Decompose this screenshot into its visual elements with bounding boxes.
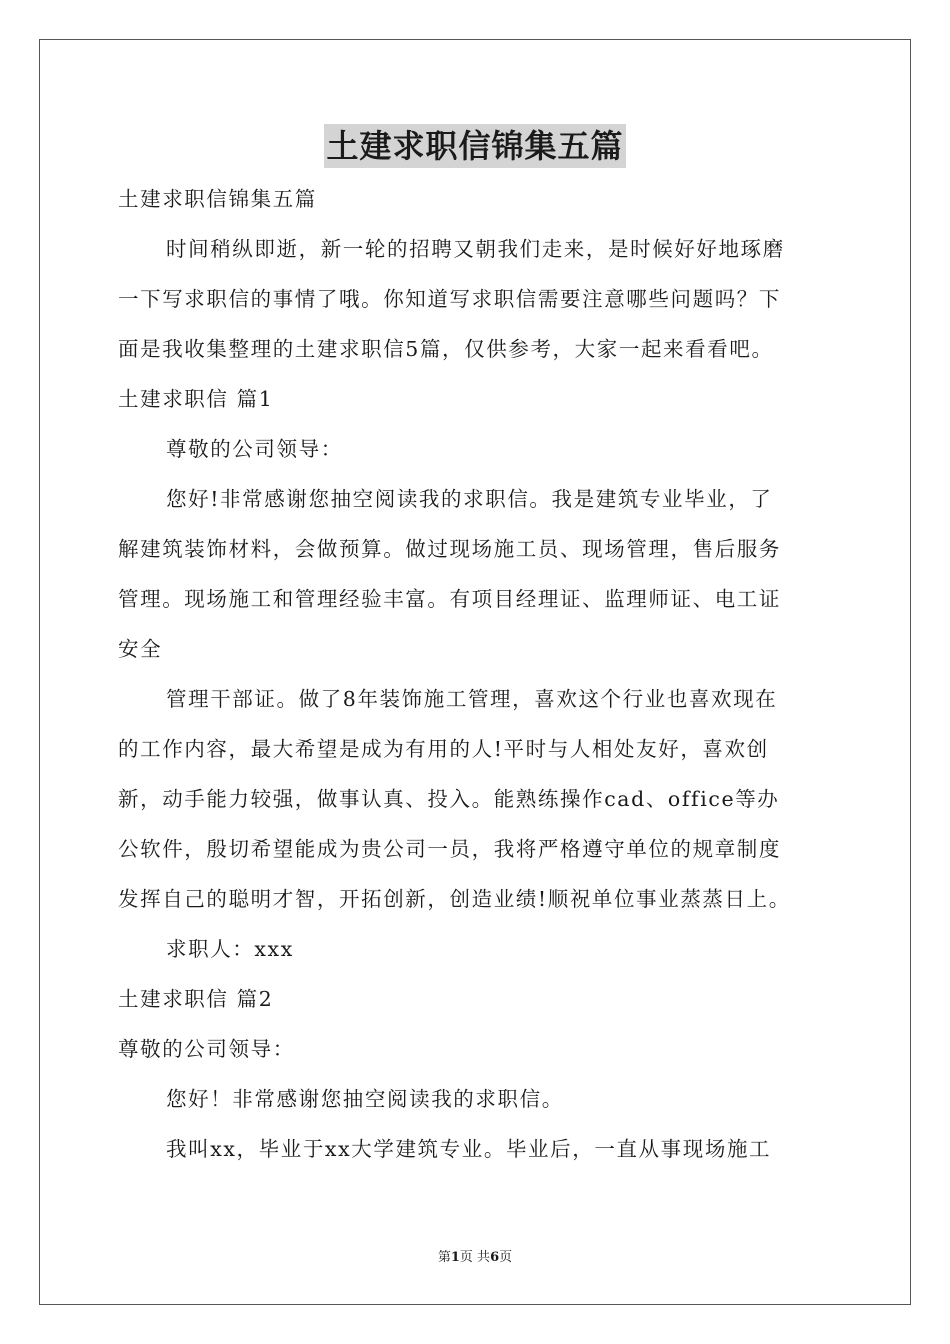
document-title: 土建求职信锦集五篇 bbox=[324, 124, 625, 168]
text-line: 我叫xx，毕业于xx大学建筑专业。毕业后，一直从事现场施工 bbox=[166, 1137, 772, 1161]
text-line: 土建求职信 篇2 bbox=[118, 987, 274, 1011]
footer-suffix: 页 bbox=[499, 1250, 513, 1265]
text-line: 您好！非常感谢您抽空阅读我的求职信。 bbox=[166, 1087, 564, 1111]
text-line: 发挥自己的聪明才智，开拓创新，创造业绩!顺祝单位事业蒸蒸日上。 bbox=[118, 887, 791, 911]
text-line: 管理。现场施工和管理经验丰富。有项目经理证、监理师证、电工证 bbox=[118, 587, 781, 611]
page-footer bbox=[0, 1246, 950, 1265]
footer-middle: 页 共 bbox=[459, 1250, 491, 1265]
text-line: 您好!非常感谢您抽空阅读我的求职信。我是建筑专业毕业，了 bbox=[166, 487, 773, 511]
footer-page-number: 1 bbox=[450, 1250, 460, 1265]
text-line: 时间稍纵即逝，新一轮的招聘又朝我们走来，是时候好好地琢磨 bbox=[166, 237, 785, 261]
text-line: 求职人：xxx bbox=[166, 937, 294, 961]
text-line: 土建求职信 篇1 bbox=[118, 387, 274, 411]
text-line: 尊敬的公司领导： bbox=[118, 1037, 295, 1061]
footer-prefix: 第 bbox=[437, 1250, 451, 1265]
title-wrapper bbox=[0, 124, 950, 168]
text-line: 安全 bbox=[118, 637, 163, 661]
text-line: 尊敬的公司领导： bbox=[166, 437, 343, 461]
text-line: 管理干部证。做了8年装饰施工管理，喜欢这个行业也喜欢现在 bbox=[166, 687, 778, 711]
text-line: 面是我收集整理的土建求职信5篇，仅供参考，大家一起来看看吧。 bbox=[118, 337, 774, 361]
document-body bbox=[118, 174, 834, 1174]
text-line: 一下写求职信的事情了哦。你知道写求职信需要注意哪些问题吗？下 bbox=[118, 287, 781, 311]
footer-total-pages: 6 bbox=[490, 1250, 500, 1265]
text-line: 土建求职信锦集五篇 bbox=[118, 187, 317, 211]
text-line: 解建筑装饰材料，会做预算。做过现场施工员、现场管理，售后服务 bbox=[118, 537, 781, 561]
text-line: 公软件，殷切希望能成为贵公司一员，我将严格遵守单位的规章制度 bbox=[118, 837, 781, 861]
text-line: 新，动手能力较强，做事认真、投入。能熟练操作cad、office等办 bbox=[118, 787, 780, 811]
text-line: 的工作内容，最大希望是成为有用的人!平时与人相处友好，喜欢创 bbox=[118, 737, 769, 761]
